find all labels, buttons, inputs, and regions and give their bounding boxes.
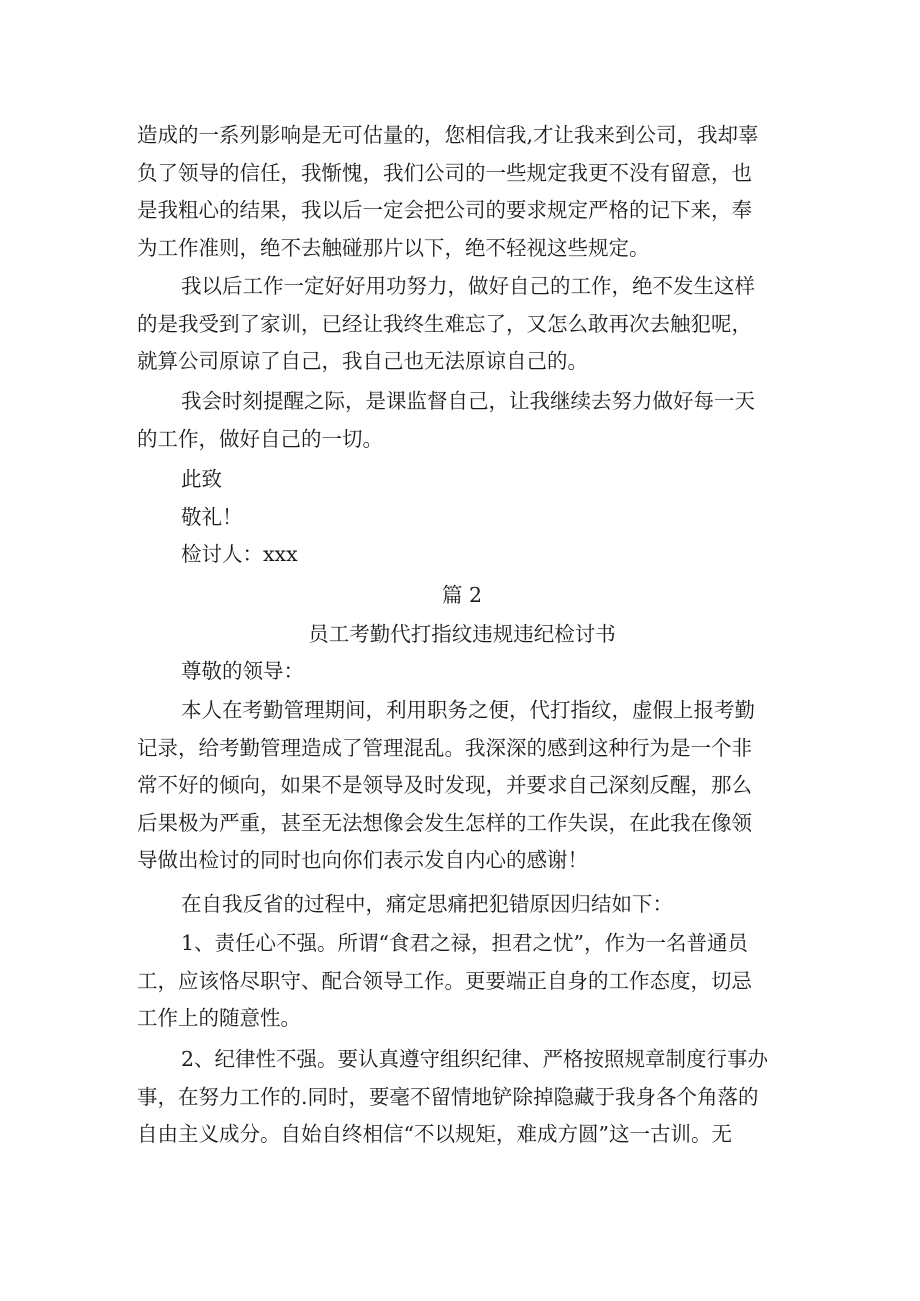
- paragraph-3: [137, 383, 787, 458]
- text-line: 记录，给考勤管理造成了管理混乱。我深深的感到这种行为是一个非: [137, 735, 752, 760]
- text-line: 的工作，做好自己的一切。: [137, 426, 383, 451]
- text-line: 事，在努力工作的.同时，要毫不留情地铲除掉隐藏于我身各个角落的: [137, 1084, 759, 1109]
- paragraph-2: [137, 268, 787, 381]
- paragraph-5: [137, 886, 787, 924]
- text-line: 常不好的倾向，如果不是领导及时发现，并要求自己深刻反醒，那么: [137, 773, 752, 797]
- text-line: 的是我受到了家训，已经让我终生难忘了，又怎么敢再次去触犯呢，: [137, 311, 752, 336]
- paragraph-1: [137, 117, 787, 267]
- closing-text: 敬礼！: [181, 504, 243, 529]
- text-line: 是我粗心的结果，我以后一定会把公司的要求规定严格的记下来，奉: [137, 198, 752, 222]
- text-line: 2、纪律性不强。要认真遵守组织纪律、严格按照规章制度行事办: [181, 1047, 769, 1071]
- text-line: 造成的一系列影响是无可估量的，您相信我,才让我来到公司，我却辜: [137, 123, 759, 147]
- section-label: 篇 2: [441, 583, 483, 607]
- paragraph-4: [137, 692, 787, 880]
- text-line: 自由主义成分。自始自终相信“不以规矩，难成方圆”这一古训。无: [137, 1122, 732, 1146]
- text-line: 本人在考勤管理期间，利用职务之便，代打指纹，虚假上报考勤: [181, 698, 755, 722]
- salutation: 尊敬的领导：: [181, 659, 304, 683]
- text-line: 我会时刻提醒之际，是课监督自己，让我继续去努力做好每一天: [181, 389, 755, 413]
- text-line: 在自我反省的过程中，痛定思痛把犯错原因归结如下：: [181, 892, 673, 916]
- text-line: 导做出检讨的同时也向你们表示发自内心的感谢！: [137, 848, 588, 872]
- paragraph-6: [137, 925, 787, 1038]
- closing-block: [137, 461, 787, 574]
- text-line: 工作上的随意性。: [137, 1006, 301, 1030]
- text-line: 1、责任心不强。所谓“食君之禄，担君之忧”，作为一名普通员: [181, 931, 749, 955]
- document-title: 员工考勤代打指纹违规违纪检讨书: [308, 622, 616, 646]
- text-line: 就算公司原谅了自己，我自己也无法原谅自己的。: [137, 349, 588, 373]
- text-line: 为工作准则，绝不去触碰那片以下，绝不轻视这些规定。: [137, 235, 650, 260]
- closing-text: 此致: [181, 467, 222, 491]
- text-line: 工，应该恪尽职守、配合领导工作。更要端正自身的工作态度，切忌: [137, 968, 752, 993]
- salutation-block: [137, 653, 787, 691]
- text-line: 我以后工作一定好好用功努力，做好自己的工作，绝不发生这样: [181, 274, 755, 298]
- text-line: 后果极为严重，甚至无法想像会发生怎样的工作失误，在此我在像领: [137, 810, 752, 835]
- text-line: 负了领导的信任，我惭愧，我们公司的一些规定我更不没有留意，也: [137, 160, 752, 185]
- paragraph-7: [137, 1041, 787, 1154]
- signature: 检讨人：xxx: [181, 542, 298, 566]
